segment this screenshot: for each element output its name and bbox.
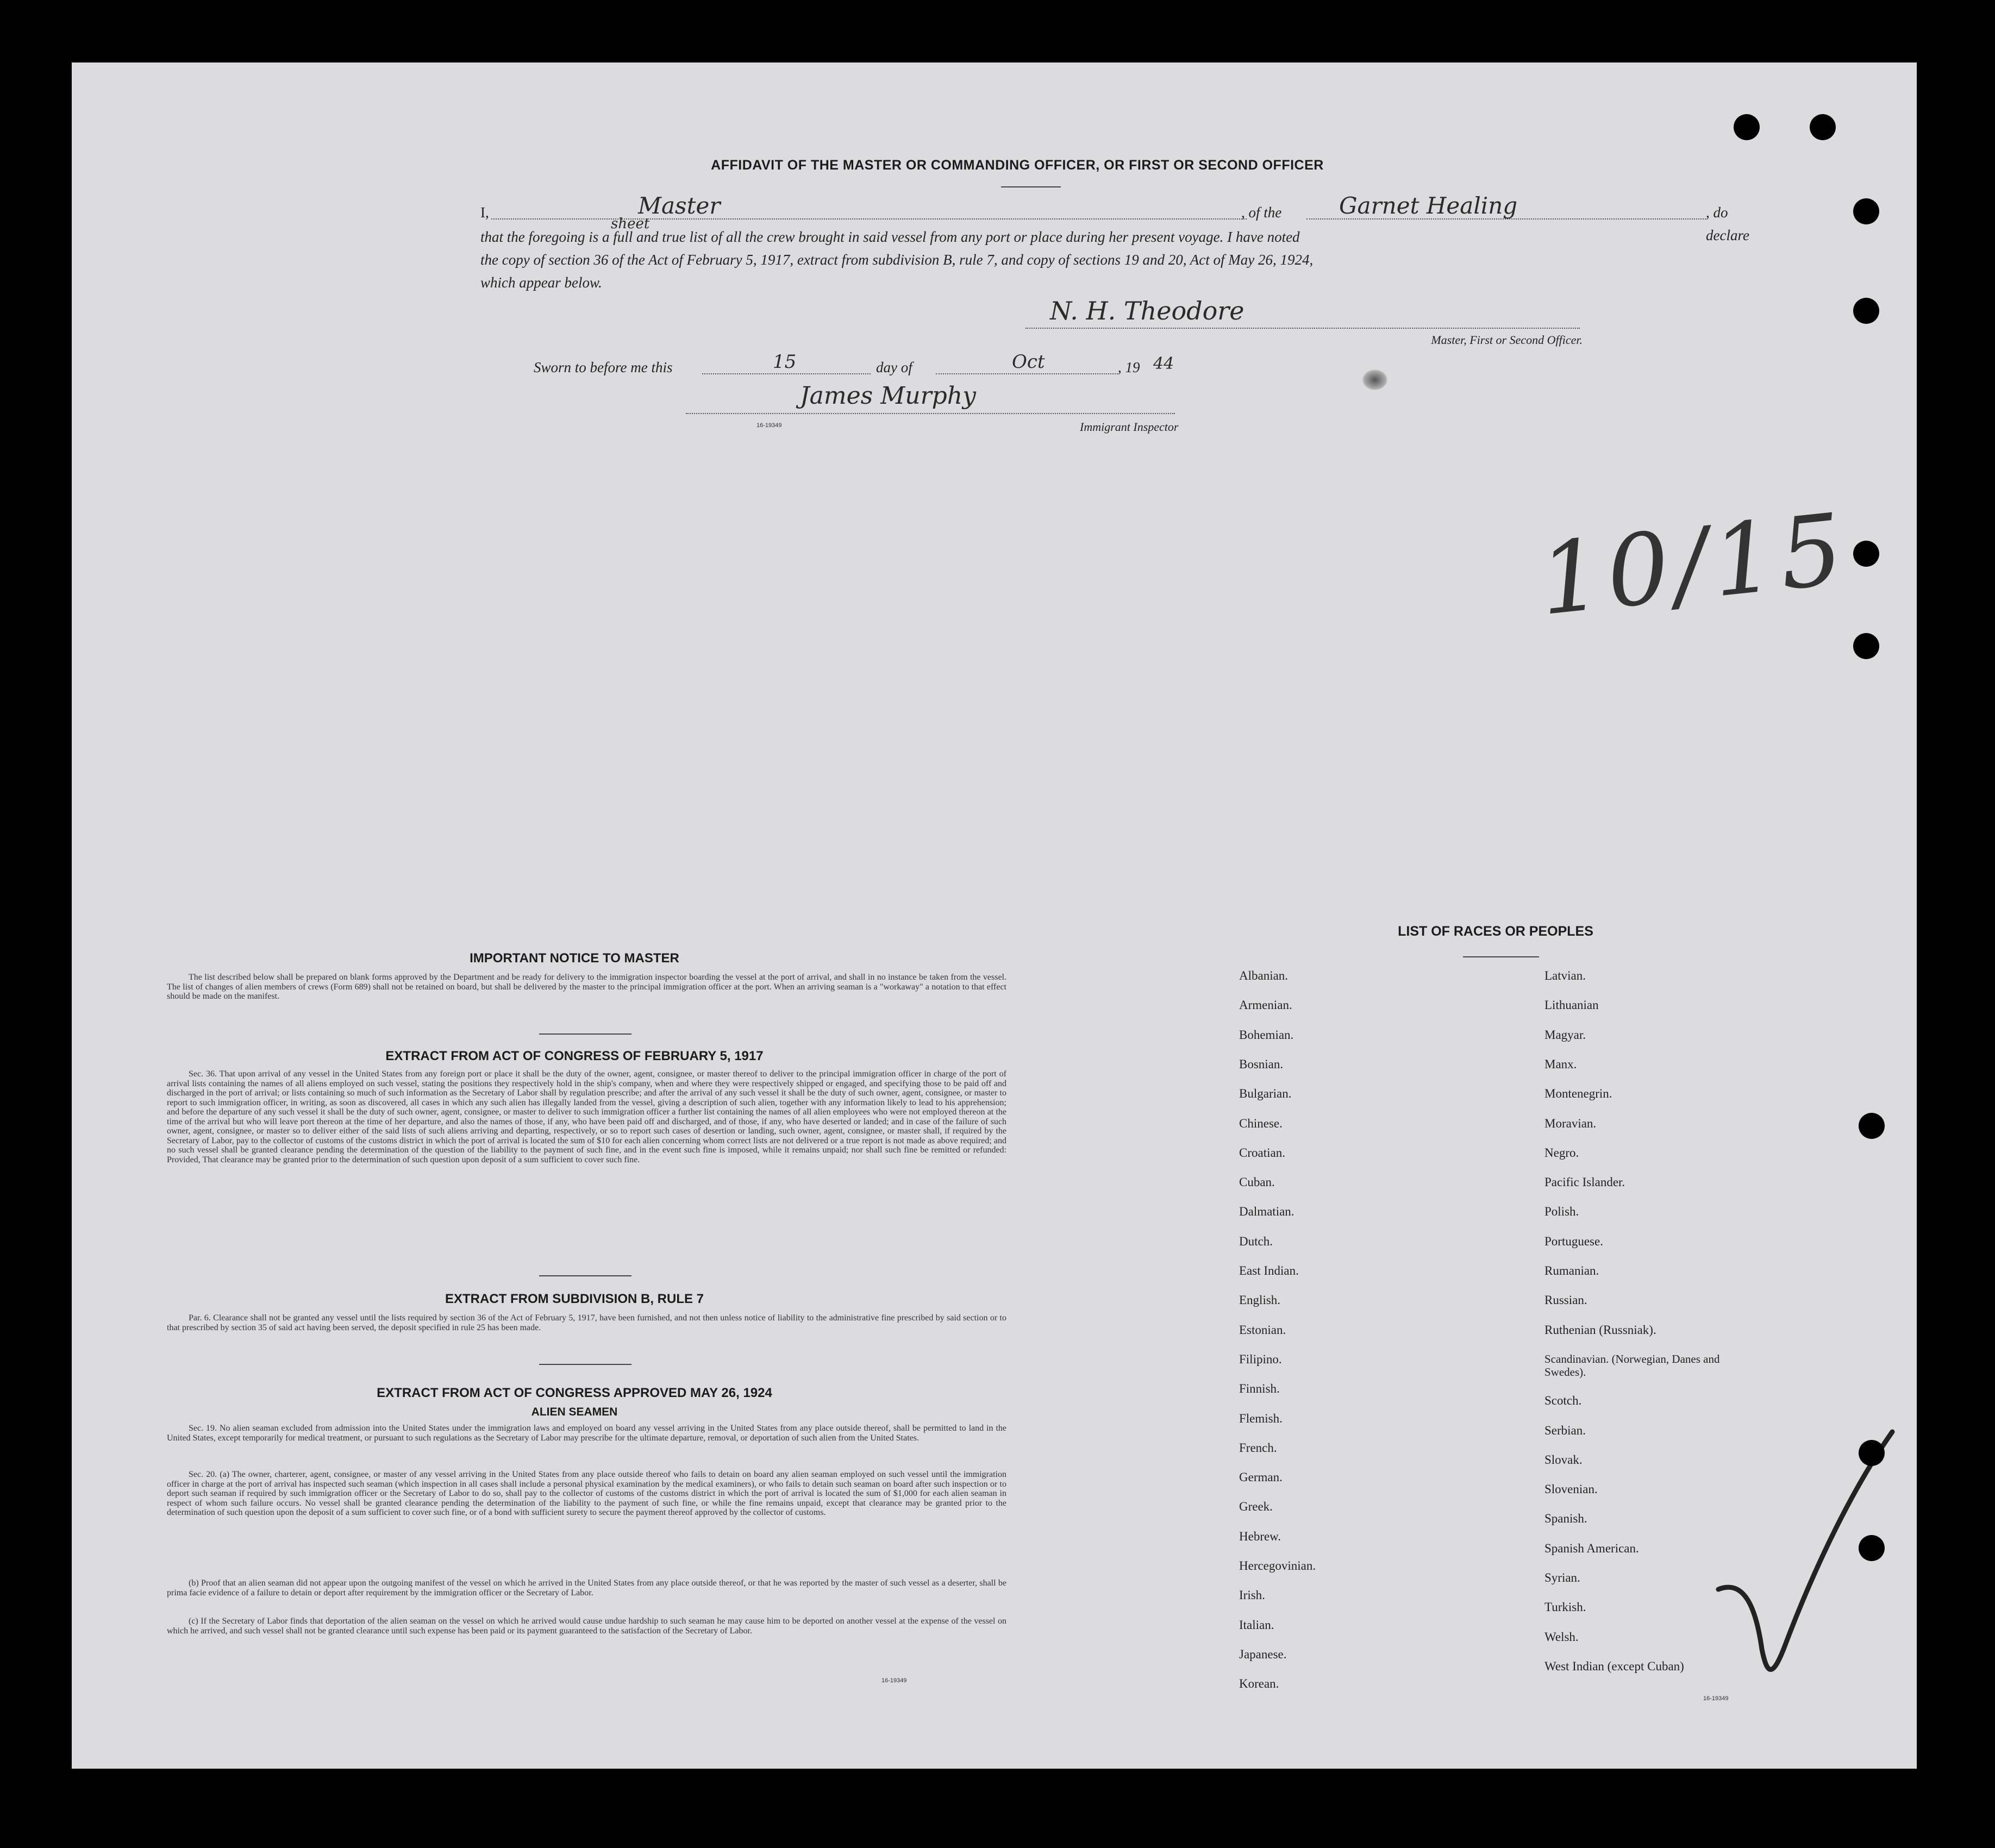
race-item: Scandinavian. (Norwegian, Danes and Swedes). <box>1544 1352 1720 1379</box>
race-item: Finnish. <box>1239 1382 1280 1396</box>
extract-form-number: 16-19349 <box>881 1677 907 1684</box>
day-field <box>702 373 871 374</box>
binder-hole <box>1853 198 1879 224</box>
binder-hole <box>1859 1440 1885 1466</box>
extract3-sec19: Sec. 19. No alien seaman excluded from admission into the United States under the immigration laws and employed on board any vessel arriving in the United States from any place outside thereof, shall be permitted to land in the United States, except temporarily for medical treatment, or pursuant to such regulations as the Secretary of Labor may prescribe for the ultimate departure, removal, or deportation of such alien from the United States. <box>167 1424 1006 1443</box>
race-item: Irish. <box>1239 1588 1265 1602</box>
race-item: English. <box>1239 1293 1281 1307</box>
title-rule <box>1001 186 1061 187</box>
extract3-sec20a: Sec. 20. (a) The owner, charterer, agent, consignee, or master of any vessel arriving in the United States from any place outside thereof who fails to detain on board any alien seaman employed on such vessel until the immigration officer in charge at the port of arrival has inspected such seaman (which inspection in all cases shall include a personal physical examination by the medical examiners), or who fails to detain such seaman on board after such inspection or to deport such seaman if required by such immigration officer or the Secretary of Labor to do so, shall pay to the collector of customs of the customs district in which the port of arrival is located the sum of $1,000 for each alien seaman in respect of whom such failure occurs. No vessel shall be granted clearance pending the determination of the liability to the payment of such fine, or while the fine remains unpaid, except that clearance may be granted prior to the determination of such question upon the deposit of a sum sufficient to cover such fine, or of a bond with sufficient surety to secure the payment thereof approved by the collector of customs. <box>167 1470 1006 1517</box>
binder-hole <box>1853 633 1879 659</box>
race-item: Pacific Islander. <box>1544 1175 1625 1189</box>
race-item: Bosnian. <box>1239 1057 1284 1071</box>
race-item: Croatian. <box>1239 1145 1285 1160</box>
affidavit-title: AFFIDAVIT OF THE MASTER OR COMMANDING OFFICER, OR FIRST OR SECOND OFFICER <box>711 158 1324 173</box>
race-item: Filipino. <box>1239 1352 1282 1366</box>
signature-caption: Master, First or Second Officer. <box>1431 333 1583 347</box>
race-item: Bohemian. <box>1239 1028 1294 1042</box>
inspector-line <box>686 413 1175 414</box>
affidavit-line-2 <box>480 216 1600 248</box>
sworn-month: Oct <box>1012 351 1045 373</box>
race-item: Italian. <box>1239 1618 1274 1632</box>
race-item: Spanish. <box>1544 1512 1587 1526</box>
extract3-subtitle: ALIEN SEAMEN <box>531 1406 618 1418</box>
race-item: Manx. <box>1544 1057 1577 1071</box>
binder-hole <box>1734 114 1760 140</box>
races-form-number: 16-19349 <box>1703 1695 1729 1702</box>
race-item: Moravian. <box>1544 1116 1597 1130</box>
year-prefix: , 19 <box>1118 359 1140 375</box>
binder-hole <box>1859 1535 1885 1561</box>
extract3-sec20c: (c) If the Secretary of Labor finds that deportation of the alien seaman on the vessel on which he arrived would cause undue hardship to such seaman he may cause him to be deported on another vessel at the expense of the vessel on which he arrived, and such vessel shall not be granted clearance until such expense has been paid or its payment guaranteed to the satisfaction of the Secretary of Labor. <box>167 1617 1006 1636</box>
races-title: LIST OF RACES OR PEOPLES <box>1398 924 1593 939</box>
extract3-title: EXTRACT FROM ACT OF CONGRESS APPROVED MAY 26, 1924 <box>377 1386 772 1400</box>
race-item: Montenegrin. <box>1544 1087 1612 1101</box>
race-item: Bulgarian. <box>1239 1087 1292 1101</box>
race-item: Spanish American. <box>1544 1541 1639 1555</box>
race-item: Scotch. <box>1544 1394 1582 1408</box>
race-item: Turkish. <box>1544 1600 1586 1614</box>
affidavit-end-text: , do declare <box>1706 204 1749 243</box>
master-signature: N. H. Theodore <box>1050 296 1244 325</box>
race-item: Chinese. <box>1239 1116 1283 1130</box>
race-item: Korean. <box>1239 1677 1279 1691</box>
affidavit-pre-name: I, <box>480 204 489 221</box>
handwritten-date: 10/15 <box>1534 492 1854 638</box>
vessel-handwritten: Garnet Healing <box>1339 192 1518 219</box>
extract1-rule <box>539 1275 631 1276</box>
race-item: Portuguese. <box>1544 1234 1603 1248</box>
race-item: Estonian. <box>1239 1323 1286 1337</box>
affidavit-line-4: which appear below. <box>480 274 602 291</box>
race-item: Polish. <box>1544 1205 1579 1219</box>
affidavit-line2-a: that the foregoing <box>480 229 585 245</box>
extract1-title: EXTRACT FROM ACT OF CONGRESS OF FEBRUARY 5, 1917 <box>385 1049 764 1063</box>
name-handwritten: Master <box>638 192 721 219</box>
race-item: Syrian. <box>1544 1571 1580 1584</box>
race-item: Hercegovinian. <box>1239 1559 1316 1573</box>
race-item: Armenian. <box>1239 998 1292 1012</box>
sworn-day: 15 <box>773 351 797 373</box>
binder-hole <box>1853 298 1879 324</box>
race-item: Slovak. <box>1544 1452 1583 1467</box>
extract3-sec20b: (b) Proof that an alien seaman did not appear upon the outgoing manifest of the vessel on which he arrived in the United States from any place outside thereof, or that he was reported by the master of such vessel as a deserter, shall be prima facie evidence of a failure to detain or deport after requirement by the immigration officer or the Secretary of Labor. <box>167 1578 1006 1598</box>
race-item: Greek. <box>1239 1500 1273 1514</box>
binder-hole <box>1859 1113 1885 1139</box>
affidavit-mid-text: , of the <box>1241 204 1282 221</box>
race-item: Hebrew. <box>1239 1529 1281 1543</box>
race-item: Welsh. <box>1544 1630 1579 1644</box>
notice-rule <box>539 1033 631 1035</box>
ink-smudge <box>1362 369 1387 390</box>
day-of-text: day of <box>876 359 912 375</box>
affidavit-line2-b: is a full and true list of all the crew brought in said vessel from any port or place during her present voyage. I have noted <box>589 229 1300 245</box>
inspector-signature: James Murphy <box>800 382 976 410</box>
race-item: Dalmatian. <box>1239 1205 1294 1219</box>
race-item: Magyar. <box>1544 1028 1586 1042</box>
race-item: East Indian. <box>1239 1264 1299 1277</box>
race-item: West Indian (except Cuban) <box>1544 1659 1684 1673</box>
affidavit-line-3: the copy of section 36 of the Act of February 5, 1917, extract from subdivision B, rule 7, and copy of sections 19 and 20, Act of May 26, 1924, <box>480 252 1314 268</box>
race-item: Dutch. <box>1239 1234 1273 1248</box>
race-item: Ruthenian (Russniak). <box>1544 1323 1656 1337</box>
race-item: Cuban. <box>1239 1175 1275 1189</box>
month-field <box>936 373 1118 374</box>
extract2-title: EXTRACT FROM SUBDIVISION B, RULE 7 <box>445 1292 704 1306</box>
extract2-body: Par. 6. Clearance shall not be granted any vessel until the lists required by section 36 of the Act of February 5, 1917, have been furnished, and not then unless notice of liability to the administrative fine prescribed by said section or to that prescribed by section 35 of said act having been served, the deposit specified in rule 25 has been made. <box>167 1313 1006 1332</box>
document-page <box>72 62 1917 1769</box>
race-item: Slovenian. <box>1544 1482 1598 1496</box>
binder-hole <box>1810 114 1836 140</box>
sworn-prefix: Sworn to before me this <box>534 359 673 375</box>
race-item: German. <box>1239 1470 1283 1484</box>
inspector-caption: Immigrant Inspector <box>1080 420 1179 434</box>
race-item: Flemish. <box>1239 1411 1283 1425</box>
race-item: French. <box>1239 1440 1277 1455</box>
name-field <box>491 218 1247 220</box>
race-item: Japanese. <box>1239 1647 1287 1661</box>
notice-body: The list described below shall be prepared on blank forms approved by the Department and be ready for delivery to the immigration inspector boarding the vessel at the port of arrival, and shall in no instance be taken from the vessel. The list of changes of alien members of crews (Form 689) shall not be retained on board, but shall be delivered by the master to the principal immigration officer at the port. When an arriving seaman is a "workaway" a notation to that effect should be made on the manifest. <box>167 973 1006 1001</box>
race-item: Russian. <box>1544 1293 1587 1307</box>
year-suffix: 44 <box>1153 354 1174 373</box>
race-item: Lithuanian <box>1544 998 1599 1012</box>
extract2-rule <box>539 1364 631 1365</box>
races-rule <box>1463 956 1539 957</box>
sheet-handwritten: sheet <box>611 216 650 232</box>
extract1-body: Sec. 36. That upon arrival of any vessel in the United States from any foreign port or place it shall be the duty of the owner, agent, consignee, or master thereof to deliver to the principal immigration officer in charge of the port of arrival lists containing the names of all aliens employed on such vessel, stating the positions they respectively hold in the ship's company, when and where they were respectively shipped or engaged, and specifying those to be paid off and discharged in the port of arrival; or lists containing so much of such information as the Secretary of Labor shall by regulation prescribe; and after the arrival of any such vessel it shall be the duty of such owner, agent, consignee, or master to report to such immigration officer, in writing, as soon as discovered, all cases in which any such alien has illegally landed from the vessel, giving a description of such alien, together with any information likely to lead to his apprehension; and before the departure of any such vessel it shall be the duty of such owner, agent, consignee, or master to deliver to such immigration officer a further list containing the names of all alien employees who were not employed thereon at the time of the arrival but who will leave port thereon at the time of her departure, and also the names of those, if any, who have been paid off and discharged, and of those, if any, who have deserted or landed; and in case of the failure of such owner, agent, consignee, or master so to deliver either of the said lists of such aliens arriving and departing, respectively, or so to report such cases of desertion or landing, such owner, agent, consignee, or master shall, if required by the Secretary of Labor, pay to the collector of customs of the customs district in which the port of arrival is located the sum of $10 for each alien concerning whom correct lists are not delivered or a true report is not made as above required; and no such vessel shall be granted clearance pending the determination of the question of the liability to the payment of such fine, and in the event such fine is imposed, while it remains unpaid; nor shall such fine be remitted or refunded: Provided, That clearance may be granted prior to the determination of such question upon deposit of a sum sufficient to cover such fine. <box>167 1069 1006 1164</box>
affidavit-form-number: 16-19349 <box>756 422 782 429</box>
binder-hole <box>1853 541 1879 567</box>
notice-title: IMPORTANT NOTICE TO MASTER <box>470 951 679 966</box>
race-item: Negro. <box>1544 1145 1579 1160</box>
race-item: Latvian. <box>1544 969 1586 982</box>
race-item: Serbian. <box>1544 1423 1586 1437</box>
race-item: Rumanian. <box>1544 1264 1599 1277</box>
race-item: Albanian. <box>1239 969 1289 982</box>
sworn-line <box>534 351 1294 379</box>
